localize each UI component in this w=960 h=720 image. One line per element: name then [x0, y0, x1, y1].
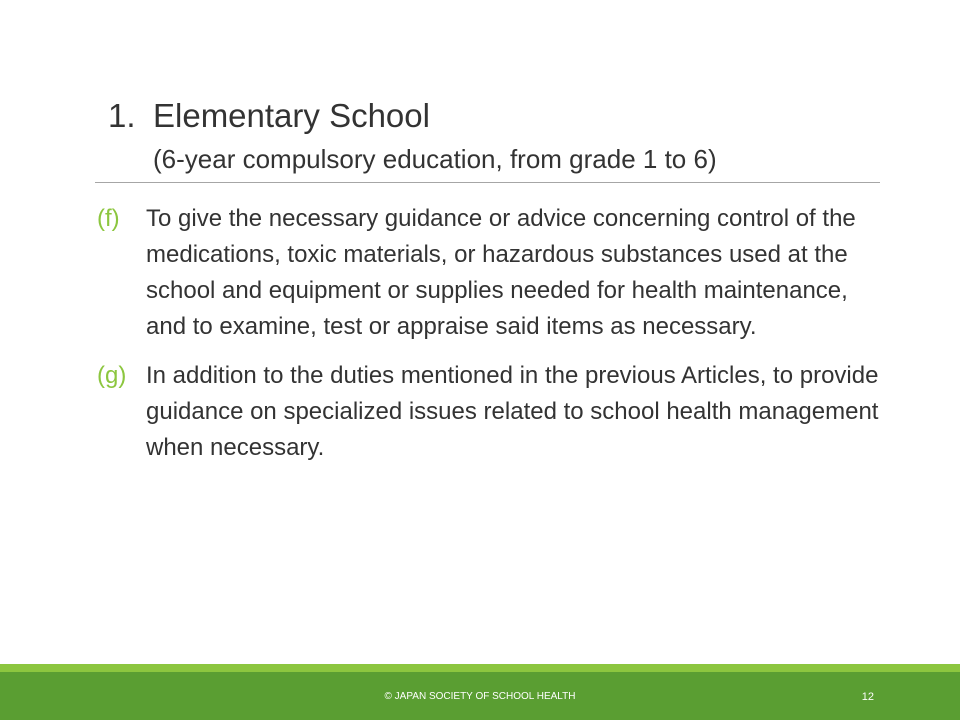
slide-title: Elementary School [153, 97, 430, 134]
list-item [0, 201, 960, 345]
title-number: 1. [108, 97, 136, 134]
footer-copyright: © JAPAN SOCIETY OF SCHOOL HEALTH [384, 691, 576, 702]
title-divider [95, 182, 880, 183]
footer-accent-stripe [0, 664, 960, 672]
footer-bar [0, 672, 960, 720]
list-item-text: To give the necessary guidance or advice concerning control of the medications, toxic materials, or hazardous substances used at the school and equipment or supplies needed for health maintenance, and to examine, test or appraise said items as necessary. [146, 205, 856, 340]
bullet-list [0, 201, 960, 479]
slide-subtitle: (6-year compulsory education, from grade 1 to 6) [153, 144, 717, 174]
page-number: 12 [861, 691, 874, 703]
list-item [0, 358, 960, 466]
list-item-marker: (f) [97, 205, 120, 232]
list-item-text: In addition to the duties mentioned in the previous Articles, to provide guidance on specialized issues related to school health management when necessary. [146, 362, 879, 461]
list-item-marker: (g) [97, 362, 127, 389]
